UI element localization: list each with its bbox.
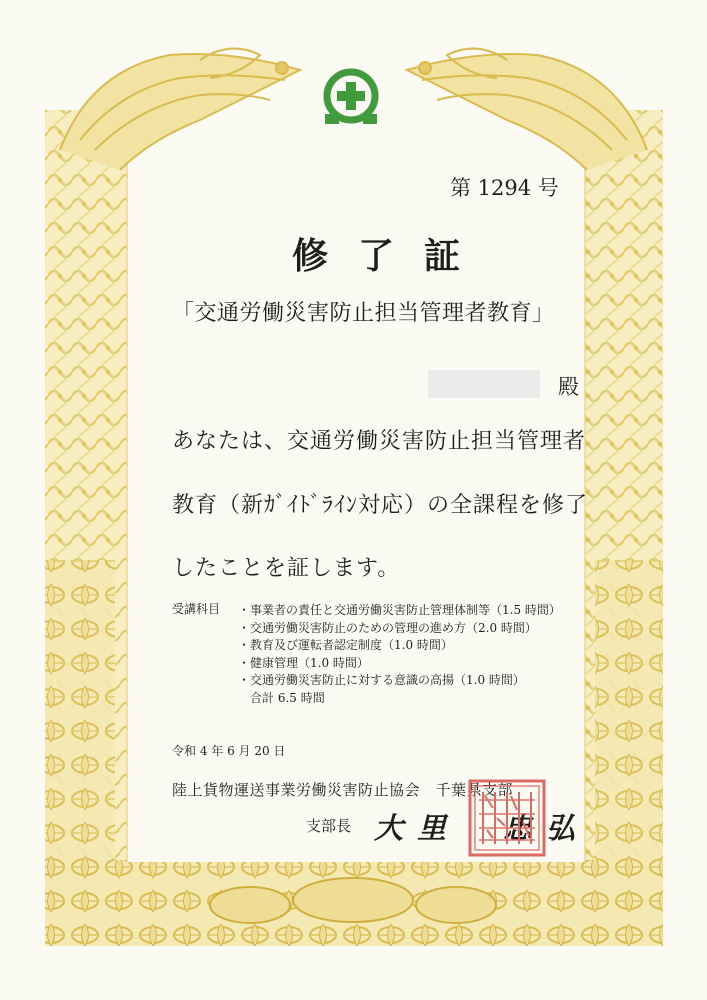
- issue-date: 令和 4 年 6 月 20 日: [172, 744, 286, 758]
- subjects-list: [238, 600, 561, 708]
- safety-cross-logo-icon: [321, 68, 381, 128]
- subject-item: ・交通労働災害防止のための管理の進め方（2.0 時間）: [238, 620, 537, 635]
- course-name: 「交通労働災害防止担当管理者教育」: [172, 301, 555, 326]
- honorific: 殿: [558, 375, 579, 399]
- organization-name: 陸上貨物運送事業労働災害防止協会 千葉県支部: [172, 781, 514, 799]
- body-line-1: あなたは、交通労働災害防止担当管理者: [172, 429, 587, 454]
- subject-item: ・健康管理（1.0 時間）: [238, 655, 369, 670]
- signatory-name: 大里 忠弘: [374, 811, 590, 845]
- subject-item: ・教育及び運転者認定制度（1.0 時間）: [238, 638, 453, 652]
- subject-item: ・事業者の責任と交通労働災害防止管理体制等（1.5 時間）: [238, 603, 561, 617]
- body-line-2: 教育（新ｶﾞｲﾄﾞﾗｲﾝ対応）の全課程を修了: [172, 493, 589, 518]
- body-line-3: したことを証します。: [172, 556, 401, 581]
- signatory-title: 支部長: [306, 817, 352, 835]
- certificate-title: 修了証: [292, 235, 491, 277]
- subject-item: ・交通労働災害防止に対する意識の高揚（1.0 時間）: [238, 673, 525, 687]
- total-hours: 合計 6.5 時間: [250, 690, 325, 705]
- subjects-label: 受講科目: [172, 602, 221, 616]
- recipient-name-redacted: [428, 370, 540, 398]
- official-seal-icon: [467, 778, 547, 858]
- certificate-number: 第 1294 号: [450, 176, 559, 200]
